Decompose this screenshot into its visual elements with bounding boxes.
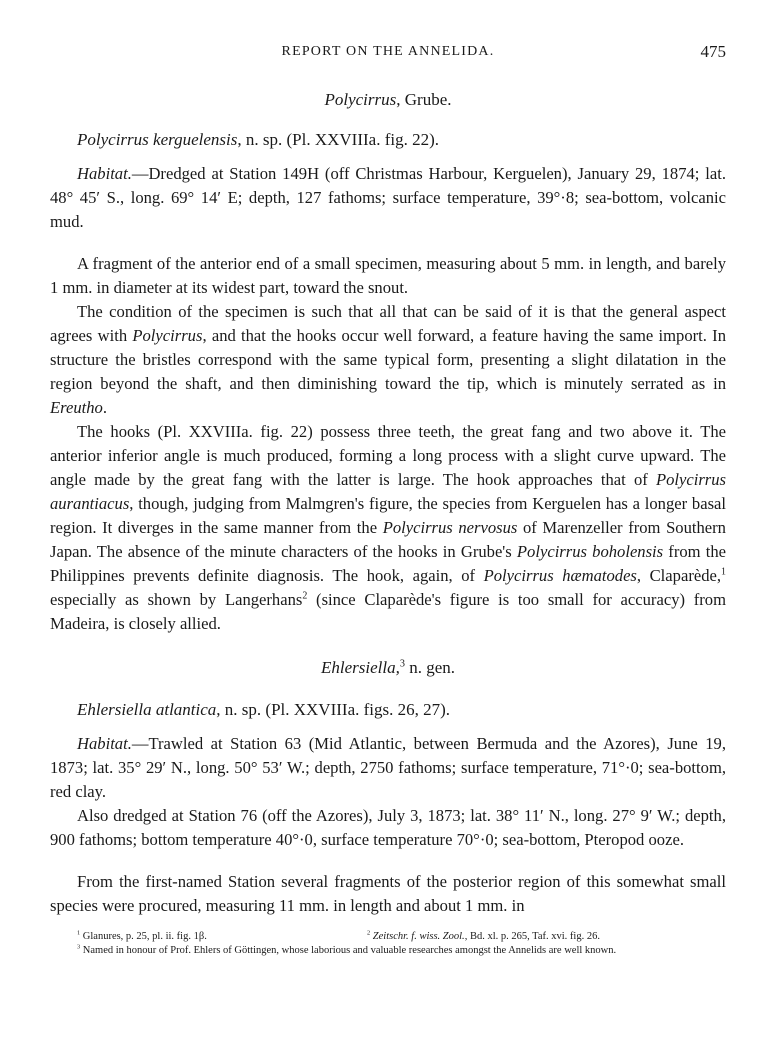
habitat-label: Habitat. — [77, 734, 132, 753]
species-rest: , n. sp. (Pl. XXVIIIa. fig. 22). — [237, 130, 439, 149]
running-header — [50, 40, 726, 66]
genus-rest: n. gen. — [404, 658, 455, 677]
species-heading-kerguelensis — [77, 130, 726, 150]
text-run: . — [102, 398, 107, 417]
footnotes — [50, 930, 726, 958]
body-paragraph-2 — [50, 300, 726, 420]
text-run: , Claparède, — [636, 566, 722, 585]
taxon-italic: Polycirrus boholensis — [516, 542, 664, 561]
taxon-italic: Polycirrus nervosus — [382, 518, 518, 537]
also-dredged-paragraph: Also dredged at Station 76 (off the Azores), July 3, 1873; lat. 38° 11′ N., long. 27° 9′ W.; depth, 900 fathoms; bottom temperature 40°·0, surface temperature 70°·0; sea-bottom, Pteropod ooze. — [50, 806, 726, 849]
footnote-text: , Bd. xl. p. 265, Taf. xvi. fig. 26. — [464, 931, 600, 942]
footnote-mark: 3 — [77, 943, 81, 951]
habitat-paragraph-2 — [50, 732, 726, 804]
footnote-italic: Zeitschr. f. wiss. Zool. — [370, 931, 465, 942]
genus-heading-ehlersiella — [50, 658, 726, 678]
page-number: 475 — [700, 42, 726, 61]
footnote-ref-1[interactable]: 1 — [721, 566, 727, 578]
text-run: from the Philippines prevents definite diagnosis. The hook, again, of — [50, 542, 727, 585]
taxon-italic: Ereutho — [50, 398, 103, 417]
text-run: of Marenzeller from Southern Japan. The absence of the minute characters of the hooks in Grube's — [50, 518, 726, 561]
footnote-text: Glanures, p. 25, pl. ii. fig. 1β. — [80, 931, 207, 942]
genus-heading-polycirrus — [50, 90, 726, 110]
habitat-text: —Dredged at Station 149H (off Christmas Harbour, Kerguelen), January 29, 1874; lat. 48° 45′ S., long. 69° 14′ E; depth, 127 fathoms; surface temperature, 39°·8; sea-bottom, volcanic mud. — [50, 164, 726, 231]
page — [50, 40, 726, 958]
taxon-italic: Polycirrus hæmatodes — [483, 566, 637, 585]
footnote-text: Named in honour of Prof. Ehlers of Göttingen, whose laborious and valuable researches amongst the Annelids are well known. — [80, 945, 617, 956]
taxon-italic: Polycirrus — [132, 326, 203, 345]
genus-name: Ehlersiella, — [321, 658, 400, 677]
body-paragraph-last: From the first-named Station several fragments of the posterior region of this somewhat small species were procured, measuring 11 mm. in length and about 1 mm. in — [50, 872, 726, 915]
taxon-italic: Polycirrus aurantiacus — [50, 470, 726, 513]
footnote-row — [50, 930, 726, 944]
footnote-ref-2[interactable]: 2 — [302, 590, 308, 602]
text-run: (since Claparède's figure is too small for accuracy) from Madeira, is closely allied. — [50, 590, 726, 633]
footnote-ref-3[interactable]: 3 — [399, 658, 405, 670]
genus-name: Polycirrus — [324, 90, 397, 109]
text-run: especially as shown by Langerhans — [50, 590, 303, 609]
habitat-paragraph-1 — [50, 162, 726, 234]
species-name: Polycirrus kerguelensis — [77, 130, 238, 149]
species-rest: , n. sp. (Pl. XXVIIIa. figs. 26, 27). — [216, 700, 451, 719]
text-run: The condition of the specimen is such that all that can be said of it is that the general aspect agrees with — [50, 302, 726, 345]
header-title: REPORT ON THE ANNELIDA. — [281, 44, 495, 59]
species-name: Ehlersiella atlantica — [77, 700, 217, 719]
footnote-3 — [50, 944, 726, 958]
body-paragraph-3 — [50, 420, 726, 636]
genus-author: , Grube. — [396, 90, 452, 109]
footnote-2 — [367, 930, 600, 944]
species-heading-atlantica — [77, 700, 726, 720]
footnote-mark: 2 — [367, 929, 371, 937]
text-run: The hooks (Pl. XXVIIIa. fig. 22) possess three teeth, the great fang and two above it. The anterior inferior angle is much produced, forming a long process with a slight curve upward. The angle made by the great fang with the latter is large. The hook approaches that of — [50, 422, 726, 489]
text-run: , and that the hooks occur well forward, a feature having the same import. In structure the bristles correspond with the same typical form, presenting a slight dilatation in the region beyond the shaft, and then diminishing toward the tip, which is minutely serrated as in — [50, 326, 726, 393]
text-run: , though, judging from Malmgren's figure, the species from Kerguelen has a longer basal region. It diverges in the same manner from the — [50, 494, 726, 537]
footnote-1 — [77, 930, 367, 944]
habitat-text: —Trawled at Station 63 (Mid Atlantic, between Bermuda and the Azores), June 19, 1873; lat. 35° 29′ N., long. 50° 53′ W.; depth, 2750 fathoms; surface temperature, 71°·0; sea-bottom, red clay. — [50, 734, 726, 801]
habitat-label: Habitat. — [77, 164, 132, 183]
body-paragraph-1: A fragment of the anterior end of a small specimen, measuring about 5 mm. in length, and barely 1 mm. in diameter at its widest part, toward the snout. — [50, 254, 726, 297]
footnote-mark: 1 — [77, 929, 81, 937]
